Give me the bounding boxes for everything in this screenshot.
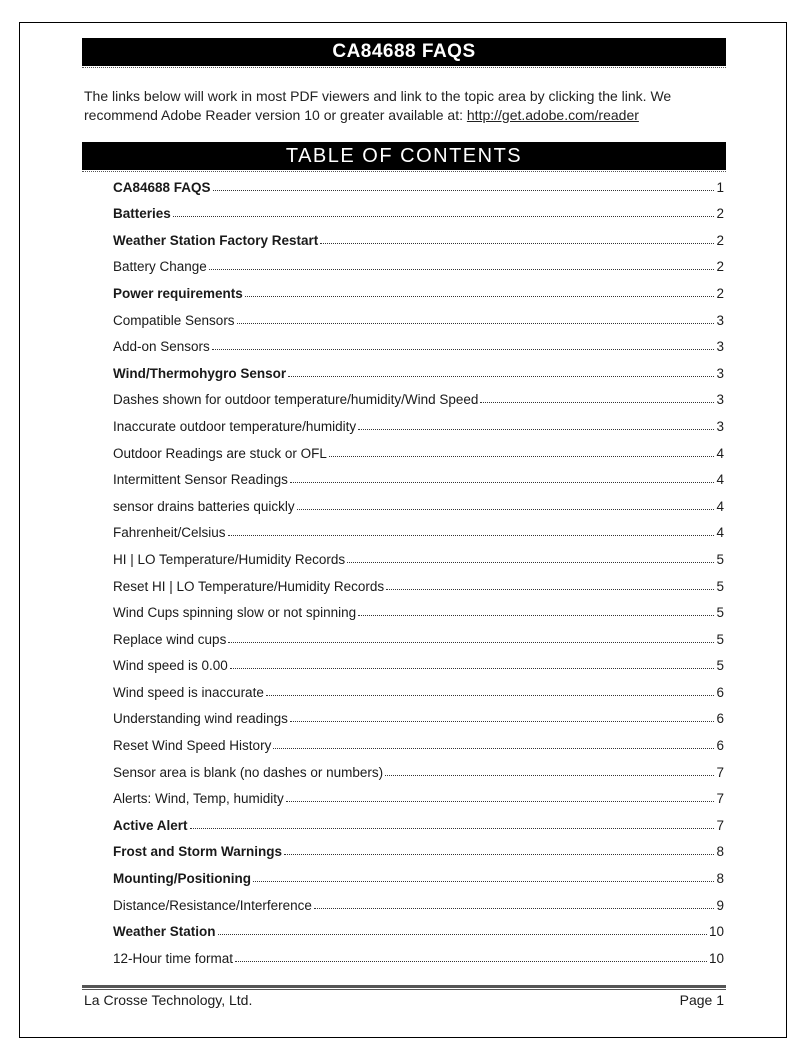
toc-entry[interactable]	[113, 409, 724, 436]
toc-dot-leader	[290, 721, 715, 722]
toc-entry-page: 10	[708, 924, 724, 940]
toc-entry[interactable]	[113, 702, 724, 729]
toc-entry-label: Replace wind cups	[113, 631, 227, 647]
toc-entry-label: CA84688 FAQS	[113, 179, 211, 195]
toc-entry-page: 3	[716, 418, 724, 434]
intro-text: The links below will work in most PDF viewers and link to the topic area by clicking the link. We recommend Adobe Reader version 10 or greater available at:	[84, 88, 672, 123]
toc-entry-page: 4	[716, 445, 724, 461]
toc-entry-label: Fahrenheit/Celsius	[113, 525, 226, 541]
toc-entry-page: 3	[716, 312, 724, 328]
toc-entry[interactable]	[113, 383, 724, 410]
adobe-reader-link[interactable]: http://get.adobe.com/reader	[466, 107, 639, 123]
toc-entry-label: Weather Station	[113, 924, 216, 940]
toc-entry[interactable]	[113, 223, 724, 250]
toc-entry-label: Sensor area is blank (no dashes or numbers)	[113, 764, 384, 780]
toc-entry-label: HI | LO Temperature/Humidity Records	[113, 551, 346, 567]
toc-entry-page: 7	[716, 817, 724, 833]
toc-entry-label: Distance/Resistance/Interference	[113, 897, 312, 913]
toc-entry[interactable]	[113, 197, 724, 224]
intro-paragraph	[84, 87, 724, 125]
toc-list	[113, 170, 724, 968]
toc-dot-leader	[320, 243, 714, 244]
toc-dot-leader	[329, 456, 715, 457]
toc-dot-leader	[284, 854, 714, 855]
toc-entry-label: Intermittent Sensor Readings	[113, 472, 288, 488]
toc-entry-label: Outdoor Readings are stuck or OFL	[113, 445, 327, 461]
toc-entry[interactable]	[113, 835, 724, 862]
toc-entry-page: 8	[716, 871, 724, 887]
toc-dot-leader	[314, 908, 715, 909]
toc-entry-label: Batteries	[113, 206, 171, 222]
toc-entry[interactable]	[113, 755, 724, 782]
toc-entry[interactable]	[113, 436, 724, 463]
toc-entry-page: 3	[716, 365, 724, 381]
toc-entry-label: Frost and Storm Warnings	[113, 844, 283, 860]
toc-dot-leader	[480, 402, 714, 403]
toc-dot-leader	[209, 269, 715, 270]
toc-entry[interactable]	[113, 463, 724, 490]
toc-entry-page: 10	[708, 950, 724, 966]
toc-entry[interactable]	[113, 489, 724, 516]
toc-entry-page: 5	[716, 551, 724, 567]
toc-entry[interactable]	[113, 622, 724, 649]
toc-entry-page: 6	[716, 738, 724, 754]
toc-entry[interactable]	[113, 516, 724, 543]
toc-entry-label: Add-on Sensors	[113, 339, 210, 355]
toc-entry-page: 4	[716, 525, 724, 541]
toc-entry[interactable]	[113, 675, 724, 702]
toc-entry[interactable]	[113, 303, 724, 330]
toc-entry-label: Battery Change	[113, 259, 207, 275]
toc-entry-page: 4	[716, 498, 724, 514]
toc-entry-label: Compatible Sensors	[113, 312, 235, 328]
toc-dot-leader	[297, 509, 715, 510]
toc-dot-leader	[266, 695, 715, 696]
toc-dot-leader	[286, 801, 715, 802]
toc-entry[interactable]	[113, 356, 724, 383]
toc-dot-leader	[245, 296, 715, 297]
toc-entry[interactable]	[113, 170, 724, 197]
toc-entry-label: Power requirements	[113, 285, 243, 301]
toc-dot-leader	[385, 775, 714, 776]
toc-entry-page: 8	[716, 844, 724, 860]
toc-entry-page: 3	[716, 392, 724, 408]
toc-entry[interactable]	[113, 569, 724, 596]
toc-entry-page: 5	[716, 631, 724, 647]
toc-dot-leader	[228, 642, 714, 643]
toc-dot-leader	[273, 748, 714, 749]
footer-page-number: Page 1	[679, 992, 724, 1008]
toc-entry-page: 5	[716, 658, 724, 674]
toc-entry-label: Inaccurate outdoor temperature/humidity	[113, 418, 357, 434]
toc-entry-label: Wind Cups spinning slow or not spinning	[113, 605, 357, 621]
toc-entry-label: Mounting/Positioning	[113, 871, 251, 887]
toc-dot-leader	[218, 934, 707, 935]
toc-entry[interactable]	[113, 250, 724, 277]
toc-entry-label: Wind speed is 0.00	[113, 658, 228, 674]
toc-entry[interactable]	[113, 728, 724, 755]
footer-rule	[82, 985, 726, 988]
toc-entry-label: Alerts: Wind, Temp, humidity	[113, 791, 284, 807]
toc-entry-page: 9	[716, 897, 724, 913]
toc-dot-leader	[347, 562, 714, 563]
footer-rule-thin	[82, 989, 726, 990]
toc-entry[interactable]	[113, 808, 724, 835]
toc-entry-label: Understanding wind readings	[113, 711, 288, 727]
toc-entry-page: 4	[716, 472, 724, 488]
toc-entry[interactable]	[113, 888, 724, 915]
toc-entry-page: 7	[716, 764, 724, 780]
toc-entry[interactable]	[113, 915, 724, 942]
toc-entry-label: Active Alert	[113, 817, 188, 833]
toc-entry[interactable]	[113, 649, 724, 676]
toc-entry-page: 2	[716, 232, 724, 248]
footer-company: La Crosse Technology, Ltd.	[84, 992, 253, 1008]
toc-entry-label: Reset Wind Speed History	[113, 738, 272, 754]
toc-entry-label: Wind speed is inaccurate	[113, 684, 264, 700]
toc-dot-leader	[228, 535, 715, 536]
toc-dot-leader	[358, 429, 714, 430]
toc-entry-page: 5	[716, 605, 724, 621]
toc-entry-page: 1	[716, 179, 724, 195]
toc-entry[interactable]	[113, 542, 724, 569]
toc-dot-leader	[253, 881, 715, 882]
toc-dot-leader	[190, 828, 715, 829]
toc-dot-leader	[235, 961, 707, 962]
toc-entry-page: 7	[716, 791, 724, 807]
toc-dot-leader	[230, 668, 715, 669]
page-title: CA84688 FAQS	[82, 38, 726, 66]
toc-entry-page: 5	[716, 578, 724, 594]
toc-dot-leader	[212, 349, 715, 350]
toc-dot-leader	[290, 482, 715, 483]
toc-dot-leader	[288, 376, 714, 377]
toc-entry[interactable]	[113, 276, 724, 303]
toc-entry-page: 2	[716, 285, 724, 301]
toc-entry-page: 3	[716, 339, 724, 355]
toc-entry-label: Wind/Thermohygro Sensor	[113, 365, 287, 381]
toc-dot-leader	[173, 216, 715, 217]
toc-entry[interactable]	[113, 941, 724, 968]
toc-entry[interactable]	[113, 861, 724, 888]
title-divider	[82, 67, 726, 68]
toc-entry-page: 2	[716, 259, 724, 275]
toc-heading: TABLE OF CONTENTS	[82, 142, 726, 170]
toc-entry-label: 12-Hour time format	[113, 950, 234, 966]
toc-entry-label: Weather Station Factory Restart	[113, 232, 319, 248]
toc-entry-page: 6	[716, 684, 724, 700]
toc-entry-page: 2	[716, 206, 724, 222]
toc-entry-label: sensor drains batteries quickly	[113, 498, 295, 514]
toc-entry[interactable]	[113, 596, 724, 623]
toc-entry-label: Dashes shown for outdoor temperature/humidity/Wind Speed	[113, 392, 479, 408]
toc-dot-leader	[358, 615, 714, 616]
toc-dot-leader	[386, 589, 714, 590]
toc-entry[interactable]	[113, 782, 724, 809]
toc-entry[interactable]	[113, 330, 724, 357]
toc-dot-leader	[237, 323, 715, 324]
toc-entry-label: Reset HI | LO Temperature/Humidity Records	[113, 578, 385, 594]
toc-entry-page: 6	[716, 711, 724, 727]
toc-dot-leader	[213, 190, 715, 191]
